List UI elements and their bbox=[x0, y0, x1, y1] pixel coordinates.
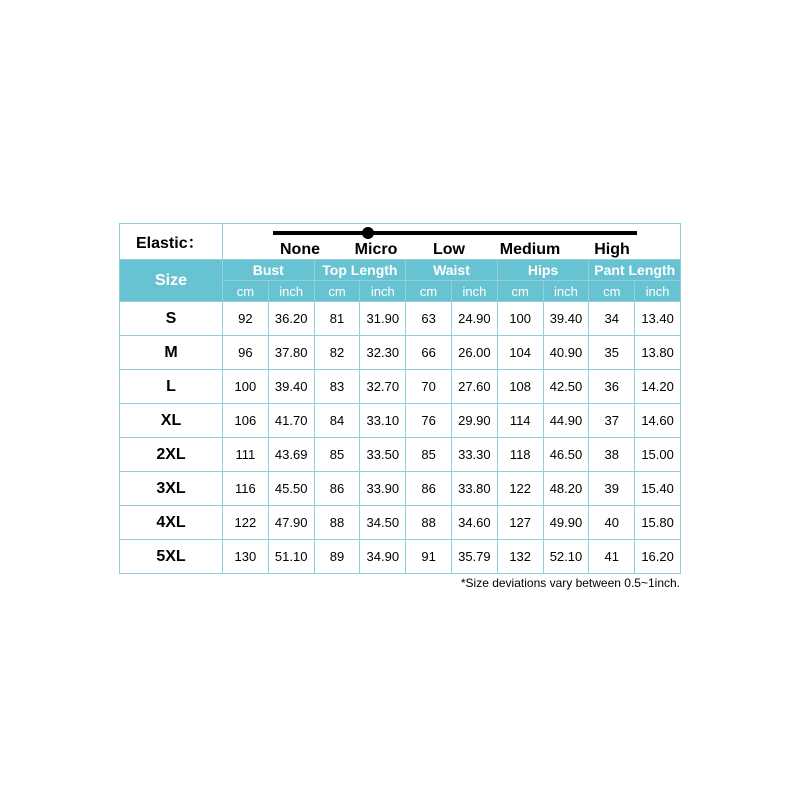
table-row bbox=[120, 370, 681, 404]
table-row bbox=[120, 506, 681, 540]
measurement-cell: 100 bbox=[223, 370, 269, 404]
measurement-cell: 45.50 bbox=[268, 472, 314, 506]
measurement-cell: 88 bbox=[314, 506, 360, 540]
elasticity-level-none: None bbox=[280, 241, 320, 258]
size-cell: XL bbox=[120, 404, 223, 438]
measurement-cell: 13.40 bbox=[635, 302, 681, 336]
measurement-cell: 96 bbox=[223, 336, 269, 370]
measurement-cell: 41.70 bbox=[268, 404, 314, 438]
measurement-cell: 86 bbox=[314, 472, 360, 506]
measurement-cell: 32.30 bbox=[360, 336, 406, 370]
size-cell: 5XL bbox=[120, 540, 223, 574]
measurement-cell: 83 bbox=[314, 370, 360, 404]
measurement-cell: 111 bbox=[223, 438, 269, 472]
measurement-cell: 29.90 bbox=[451, 404, 497, 438]
table-row bbox=[120, 336, 681, 370]
unit-header-cm: cm bbox=[314, 281, 360, 302]
measurement-cell: 108 bbox=[497, 370, 543, 404]
table-row bbox=[120, 472, 681, 506]
measurement-cell: 16.20 bbox=[635, 540, 681, 574]
unit-header-cm: cm bbox=[223, 281, 269, 302]
measurement-cell: 32.70 bbox=[360, 370, 406, 404]
elasticity-level-low: Low bbox=[433, 241, 465, 258]
elasticity-level-micro: Micro bbox=[354, 241, 398, 258]
measurement-cell: 81 bbox=[314, 302, 360, 336]
size-cell: L bbox=[120, 370, 223, 404]
measurement-cell: 39 bbox=[589, 472, 635, 506]
unit-header-inch: inch bbox=[543, 281, 589, 302]
measurement-cell: 14.20 bbox=[635, 370, 681, 404]
elasticity-indicator-dot bbox=[362, 227, 374, 239]
measurement-cell: 41 bbox=[589, 540, 635, 574]
unit-header-inch: inch bbox=[635, 281, 681, 302]
measurement-cell: 34.60 bbox=[451, 506, 497, 540]
measurement-cell: 13.80 bbox=[635, 336, 681, 370]
size-deviation-footnote: *Size deviations vary between 0.5~1inch. bbox=[460, 576, 680, 590]
measurement-cell: 15.40 bbox=[635, 472, 681, 506]
measurement-cell: 44.90 bbox=[543, 404, 589, 438]
measurement-cell: 35.79 bbox=[451, 540, 497, 574]
measurement-cell: 63 bbox=[406, 302, 452, 336]
measurement-cell: 38 bbox=[589, 438, 635, 472]
measurement-cell: 39.40 bbox=[543, 302, 589, 336]
elasticity-level-high: High bbox=[594, 241, 630, 258]
bust-header: Bust bbox=[223, 260, 315, 281]
measurement-cell: 130 bbox=[223, 540, 269, 574]
pant-length-header: Pant Length bbox=[589, 260, 681, 281]
table-row bbox=[120, 540, 681, 574]
measurement-cell: 33.90 bbox=[360, 472, 406, 506]
measurement-cell: 40 bbox=[589, 506, 635, 540]
measurement-cell: 122 bbox=[223, 506, 269, 540]
top-length-header: Top Length bbox=[314, 260, 406, 281]
measurement-cell: 34.90 bbox=[360, 540, 406, 574]
measurement-cell: 24.90 bbox=[451, 302, 497, 336]
hips-header: Hips bbox=[497, 260, 589, 281]
measurement-cell: 42.50 bbox=[543, 370, 589, 404]
measurement-cell: 92 bbox=[223, 302, 269, 336]
measurement-cell: 70 bbox=[406, 370, 452, 404]
elasticity-level-medium: Medium bbox=[499, 241, 561, 258]
measurement-cell: 100 bbox=[497, 302, 543, 336]
measurement-cell: 48.20 bbox=[543, 472, 589, 506]
elasticity-scale-bar bbox=[273, 231, 637, 235]
measurement-cell: 26.00 bbox=[451, 336, 497, 370]
measurement-cell: 35 bbox=[589, 336, 635, 370]
size-cell: M bbox=[120, 336, 223, 370]
measurement-cell: 43.69 bbox=[268, 438, 314, 472]
unit-header-cm: cm bbox=[589, 281, 635, 302]
measurement-cell: 88 bbox=[406, 506, 452, 540]
unit-header-inch: inch bbox=[360, 281, 406, 302]
measurement-cell: 66 bbox=[406, 336, 452, 370]
measurement-cell: 91 bbox=[406, 540, 452, 574]
measurement-cell: 14.60 bbox=[635, 404, 681, 438]
unit-header-cm: cm bbox=[406, 281, 452, 302]
measurement-cell: 34.50 bbox=[360, 506, 406, 540]
header-row-groups bbox=[120, 260, 681, 281]
measurement-cell: 37 bbox=[589, 404, 635, 438]
elasticity-scale bbox=[223, 224, 681, 260]
measurement-cell: 36 bbox=[589, 370, 635, 404]
size-cell: 4XL bbox=[120, 506, 223, 540]
measurement-cell: 37.80 bbox=[268, 336, 314, 370]
measurement-cell: 33.50 bbox=[360, 438, 406, 472]
measurement-cell: 85 bbox=[406, 438, 452, 472]
waist-header: Waist bbox=[406, 260, 498, 281]
measurement-cell: 33.30 bbox=[451, 438, 497, 472]
unit-header-inch: inch bbox=[451, 281, 497, 302]
measurement-cell: 84 bbox=[314, 404, 360, 438]
elastic-row bbox=[120, 224, 681, 260]
measurement-cell: 132 bbox=[497, 540, 543, 574]
measurement-cell: 127 bbox=[497, 506, 543, 540]
size-cell: 3XL bbox=[120, 472, 223, 506]
unit-header-inch: inch bbox=[268, 281, 314, 302]
measurement-cell: 49.90 bbox=[543, 506, 589, 540]
measurement-cell: 15.80 bbox=[635, 506, 681, 540]
measurement-cell: 116 bbox=[223, 472, 269, 506]
measurement-cell: 40.90 bbox=[543, 336, 589, 370]
measurement-cell: 89 bbox=[314, 540, 360, 574]
measurement-cell: 27.60 bbox=[451, 370, 497, 404]
measurement-cell: 51.10 bbox=[268, 540, 314, 574]
size-rows bbox=[120, 302, 681, 574]
measurement-cell: 33.80 bbox=[451, 472, 497, 506]
size-cell: S bbox=[120, 302, 223, 336]
size-chart-table bbox=[119, 223, 681, 574]
table-row bbox=[120, 438, 681, 472]
unit-header-cm: cm bbox=[497, 281, 543, 302]
elasticity-levels bbox=[223, 241, 680, 261]
table-row bbox=[120, 404, 681, 438]
measurement-cell: 33.10 bbox=[360, 404, 406, 438]
measurement-cell: 122 bbox=[497, 472, 543, 506]
measurement-cell: 34 bbox=[589, 302, 635, 336]
measurement-cell: 39.40 bbox=[268, 370, 314, 404]
measurement-cell: 36.20 bbox=[268, 302, 314, 336]
measurement-cell: 104 bbox=[497, 336, 543, 370]
measurement-cell: 47.90 bbox=[268, 506, 314, 540]
measurement-cell: 15.00 bbox=[635, 438, 681, 472]
measurement-cell: 86 bbox=[406, 472, 452, 506]
measurement-cell: 76 bbox=[406, 404, 452, 438]
measurement-cell: 52.10 bbox=[543, 540, 589, 574]
size-column-header: Size bbox=[120, 260, 223, 302]
elastic-label: Elastic： bbox=[120, 224, 223, 260]
measurement-cell: 106 bbox=[223, 404, 269, 438]
size-cell: 2XL bbox=[120, 438, 223, 472]
measurement-cell: 31.90 bbox=[360, 302, 406, 336]
measurement-cell: 85 bbox=[314, 438, 360, 472]
table-row bbox=[120, 302, 681, 336]
measurement-cell: 82 bbox=[314, 336, 360, 370]
measurement-cell: 114 bbox=[497, 404, 543, 438]
measurement-cell: 46.50 bbox=[543, 438, 589, 472]
measurement-cell: 118 bbox=[497, 438, 543, 472]
